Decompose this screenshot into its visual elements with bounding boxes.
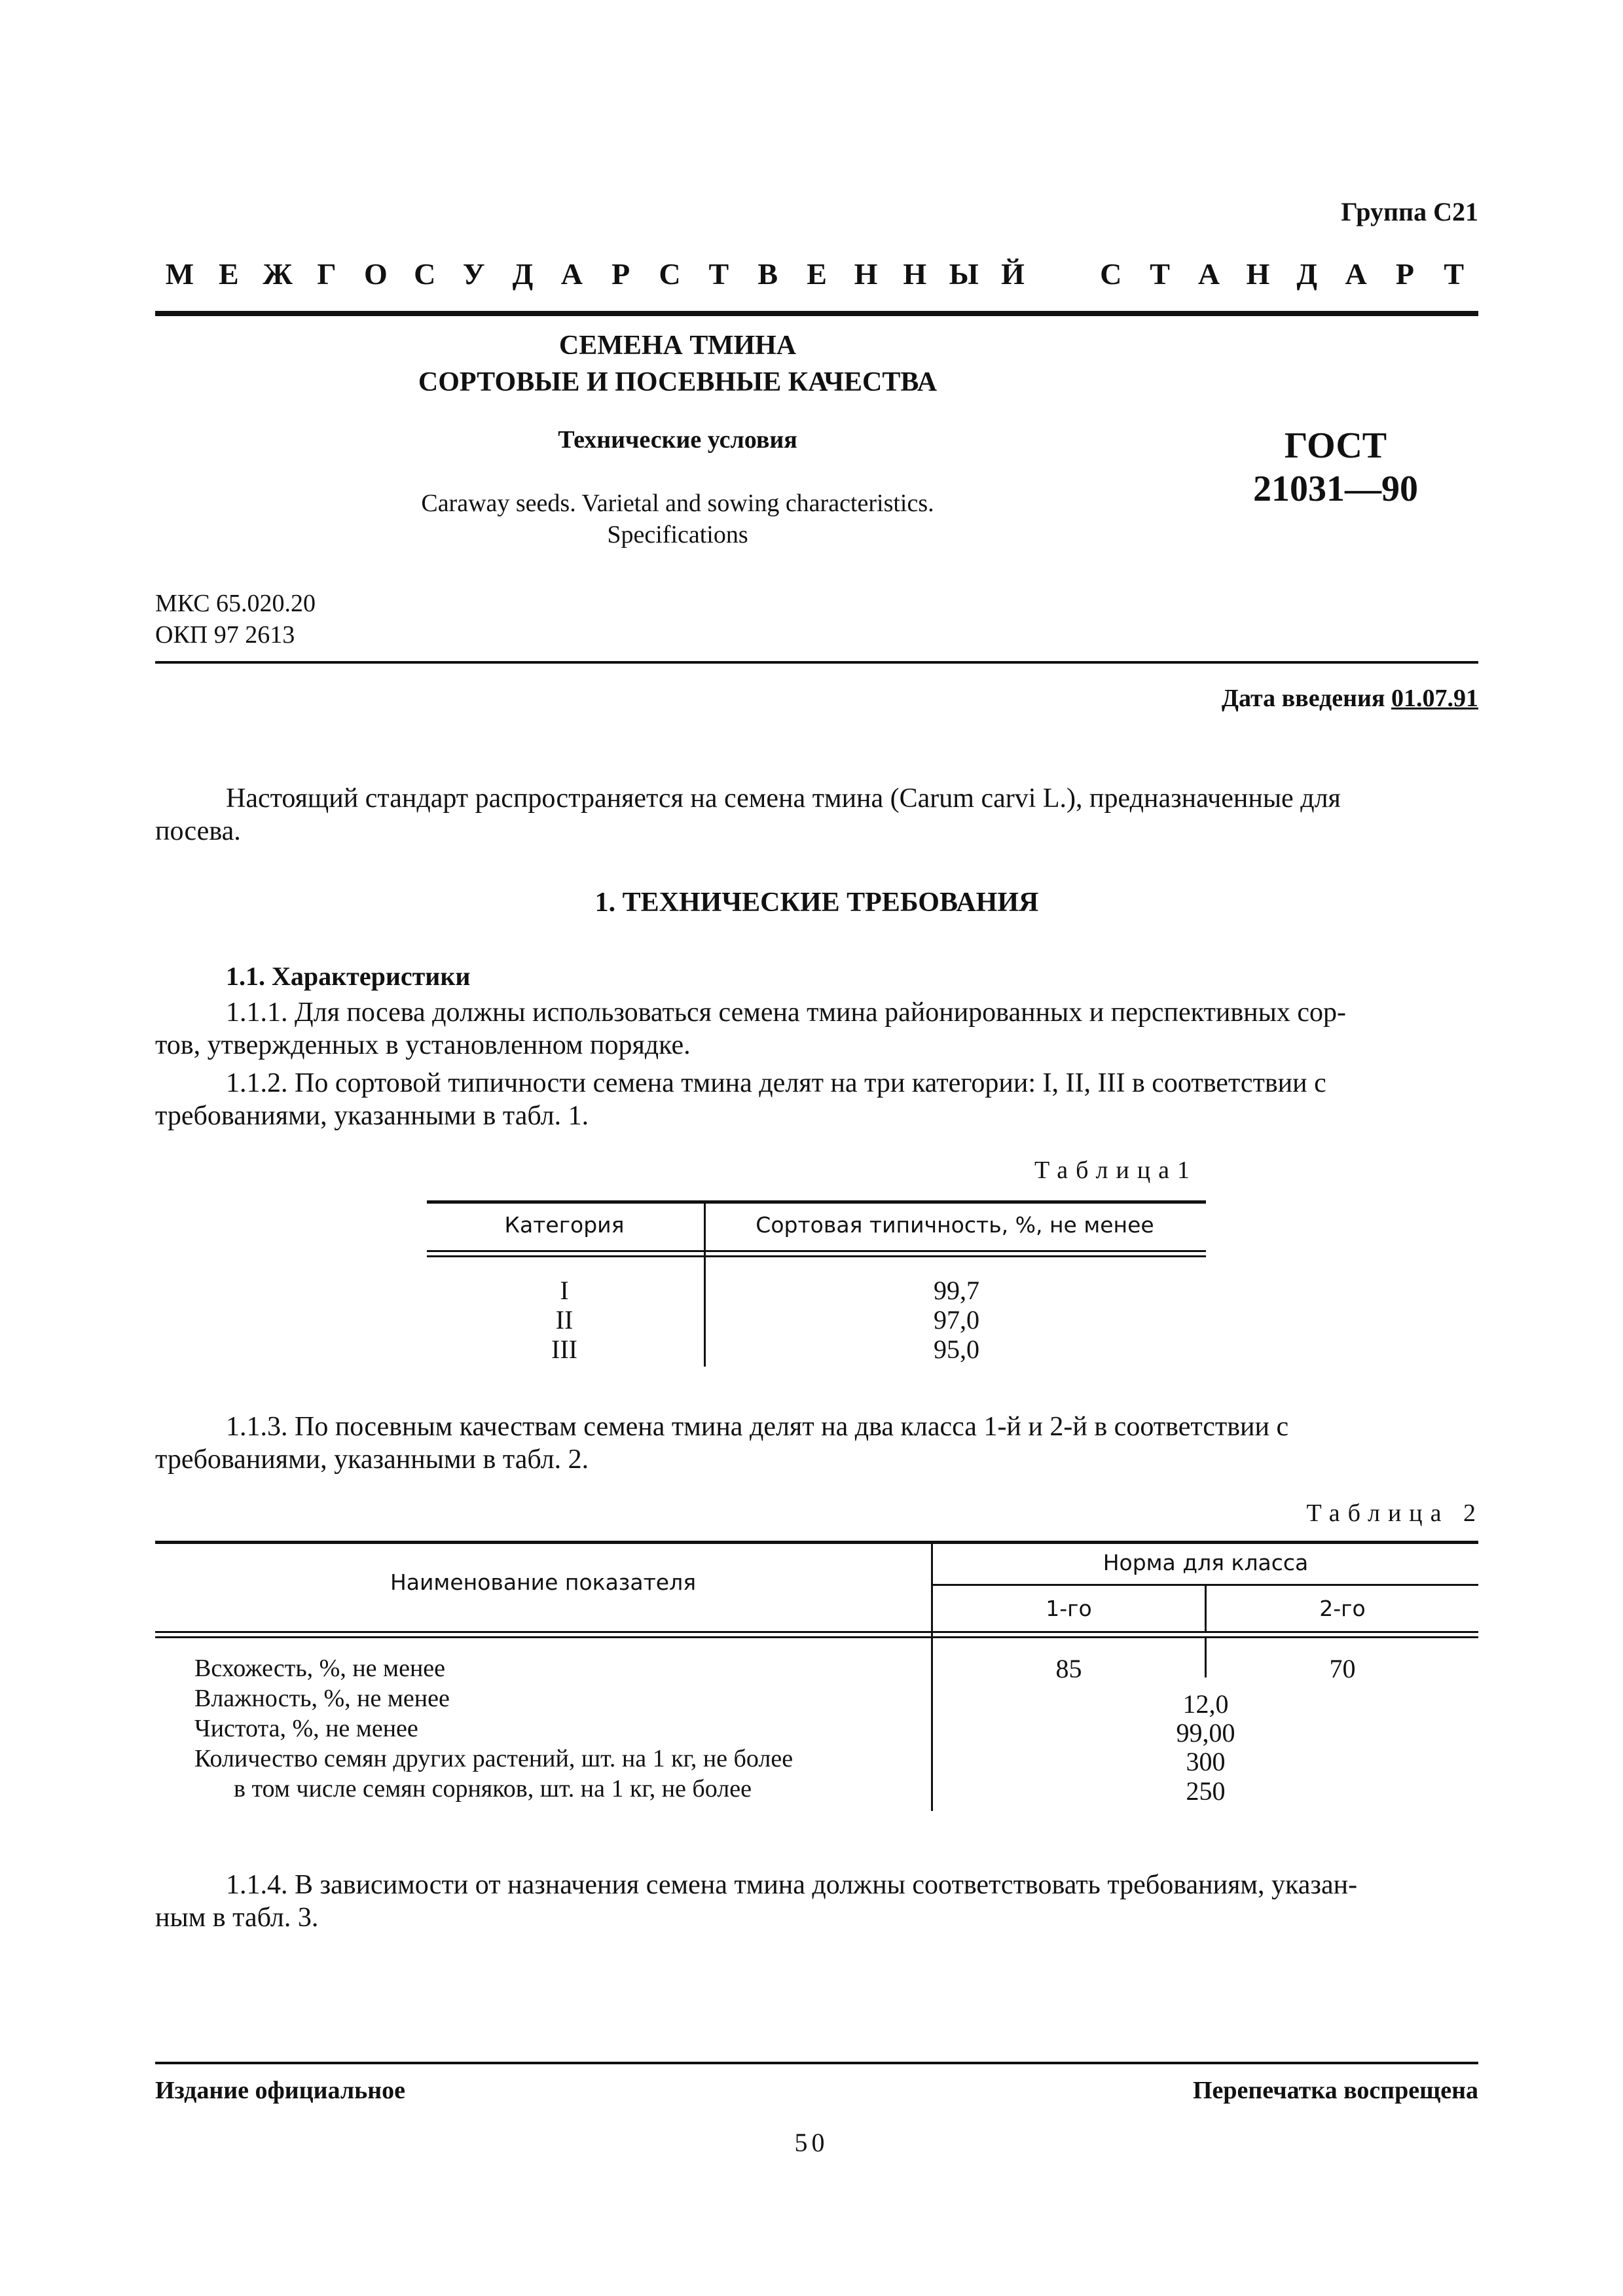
- table2-caption: Таблица 2: [1306, 1499, 1484, 1527]
- okp-code: ОКП 97 2613: [155, 621, 295, 649]
- standard-type-letter: В: [757, 257, 778, 291]
- standard-type-letter: Р: [1395, 257, 1414, 291]
- table2-row-value: 250: [1186, 1776, 1226, 1806]
- table2-header-name: Наименование показателя: [390, 1570, 697, 1595]
- table2-header-rule-b: [155, 1636, 1478, 1638]
- gost-designation: [1211, 424, 1460, 511]
- paragraph-1-1-3: [155, 1410, 1478, 1476]
- sub-heading: 1.1. Характеристики: [226, 961, 471, 991]
- p113-line-1: 1.1.3. По посевным качествам семена тмина делят на два класса 1-й и 2-й в соответствии с: [226, 1412, 1289, 1442]
- standard-type-letter: Ы: [949, 257, 979, 291]
- header-thick-rule: [155, 311, 1478, 316]
- standard-type-letter: А: [1197, 257, 1220, 291]
- intro-paragraph: [155, 782, 1478, 848]
- footer-reprint-notice: Перепечатка воспрещена: [1192, 2077, 1478, 2104]
- classification-codes: [155, 588, 316, 651]
- table1-column-divider: [704, 1202, 706, 1367]
- table2-row-value: 300: [1186, 1747, 1226, 1776]
- p113-line-2: требованиями, указанными в табл. 2.: [155, 1444, 589, 1475]
- table2-header-rule-a: [155, 1631, 1478, 1633]
- table1-row-value: 97,0: [934, 1305, 979, 1335]
- date-value: 01.07.91: [1391, 685, 1478, 712]
- english-title-line-2: Specifications: [607, 521, 748, 548]
- table2-row-name: Всхожесть, %, не менее: [194, 1655, 446, 1682]
- table2-row-class1: 85: [1055, 1654, 1082, 1683]
- effective-date: [1222, 684, 1478, 713]
- table1-caption: Таблица1: [1034, 1157, 1198, 1184]
- standard-type-letter: Т: [1150, 257, 1170, 291]
- gost-number: 21031—90: [1253, 469, 1418, 509]
- table2-top-rule: [155, 1541, 1478, 1544]
- footer-edition: Издание официальное: [155, 2077, 406, 2104]
- table1-row-category: III: [551, 1335, 577, 1364]
- paragraph-1-1-1: [155, 996, 1478, 1062]
- mks-code: МКС 65.020.20: [155, 590, 316, 617]
- table2-row-name: в том числе семян сорняков, шт. на 1 кг, не более: [234, 1775, 752, 1803]
- table2-header-class2: 2-го: [1319, 1596, 1366, 1621]
- table2-row-value: 12,0: [1182, 1689, 1229, 1719]
- table2-class-divider-header: [1205, 1585, 1207, 1631]
- p111-line-1: 1.1.1. Для посева должны использоваться семена тмина районированных и перспективных сор-: [226, 997, 1346, 1028]
- document-title: [308, 327, 1048, 401]
- english-title: [308, 488, 1048, 550]
- p111-line-2: тов, утвержденных в установленном порядке.: [155, 1030, 691, 1060]
- paragraph-1-1-4: [155, 1869, 1478, 1934]
- standard-type-letter: Д: [512, 257, 534, 291]
- standard-type-letter: Н: [854, 257, 878, 291]
- standard-type-letter: С: [1100, 257, 1122, 291]
- group-label: Группа С21: [1341, 197, 1478, 226]
- p112-line-2: требованиями, указанными в табл. 1.: [155, 1101, 589, 1131]
- standard-type-letter: Е: [218, 257, 239, 291]
- paragraph-1-1-2: [155, 1067, 1478, 1132]
- intro-line-1: Настоящий стандарт распространяется на семена тмина (Carum carvi L.), предназначенные для: [226, 783, 1341, 814]
- table1-top-rule: [427, 1200, 1206, 1204]
- table1-row-category: II: [555, 1305, 574, 1335]
- table1-header-rule-b: [427, 1255, 1206, 1257]
- standard-type-letter: С: [659, 257, 681, 291]
- section-heading: 1. ТЕХНИЧЕСКИЕ ТРЕБОВАНИЯ: [594, 888, 1039, 918]
- gost-label: ГОСТ: [1284, 425, 1387, 466]
- page-number: 50: [794, 2128, 829, 2157]
- standard-type-letter: Г: [317, 257, 337, 291]
- standard-type-letter: Е: [807, 257, 827, 291]
- standard-type-letter: Д: [1296, 257, 1318, 291]
- table1-header-rule-a: [427, 1250, 1206, 1252]
- table2-row-class2: 70: [1329, 1654, 1356, 1683]
- p114-line-1: 1.1.4. В зависимости от назначения семена тмина должны соответствовать требованиям, указан-: [226, 1870, 1358, 1900]
- standard-type-letter: Т: [708, 257, 729, 291]
- p112-line-1: 1.1.2. По сортовой типичности семена тмина делят на три категории: I, II, III в соответствии с: [226, 1068, 1326, 1098]
- title-line-1: СЕМЕНА ТМИНА: [558, 331, 797, 361]
- title-line-2: СОРТОВЫЕ И ПОСЕВНЫЕ КАЧЕСТВА: [418, 367, 938, 397]
- table2-row-name: Чистота, %, не менее: [194, 1715, 418, 1742]
- table1-row-value: 95,0: [934, 1335, 979, 1364]
- standard-type-letter: Н: [1246, 257, 1270, 291]
- standard-type-heading: [155, 254, 1478, 293]
- standard-type-letter: Й: [1001, 257, 1025, 291]
- standard-type-letter: М: [165, 257, 194, 291]
- table1-header-category: Категория: [504, 1212, 625, 1238]
- table1-header-typicality: Сортовая типичность, %, не менее: [756, 1212, 1154, 1238]
- standard-type-letter: Ж: [263, 257, 293, 291]
- standard-type-letter: Н: [903, 257, 927, 291]
- standard-type-letter: Т: [1444, 257, 1465, 291]
- standard-type-letter: А: [1345, 257, 1367, 291]
- p114-line-2: ным в табл. 3.: [155, 1903, 319, 1933]
- standard-type-letter: А: [560, 257, 583, 291]
- codes-rule: [155, 661, 1478, 664]
- document-subtitle: Технические условия: [558, 426, 797, 454]
- date-label: Дата введения: [1221, 685, 1385, 712]
- table1-row-value: 99,7: [934, 1276, 979, 1305]
- table2-row-value: 99,00: [1176, 1718, 1235, 1748]
- standard-type-letter: Р: [611, 257, 630, 291]
- table1-row-category: I: [560, 1276, 569, 1305]
- table2-header-norm: Норма для класса: [1103, 1550, 1309, 1575]
- standard-type-letter: С: [414, 257, 436, 291]
- intro-line-2: посева.: [155, 816, 241, 846]
- standard-type-letter: У: [462, 257, 485, 291]
- english-title-line-1: Caraway seeds. Varietal and sowing characteristics.: [421, 490, 934, 517]
- footer-rule: [155, 2062, 1478, 2064]
- table2-row-name: Количество семян других растений, шт. на 1 кг, не более: [194, 1745, 793, 1772]
- standard-type-letter: О: [363, 257, 388, 291]
- table2-row-name: Влажность, %, не менее: [194, 1685, 450, 1712]
- table2-header-class1: 1-го: [1046, 1596, 1092, 1621]
